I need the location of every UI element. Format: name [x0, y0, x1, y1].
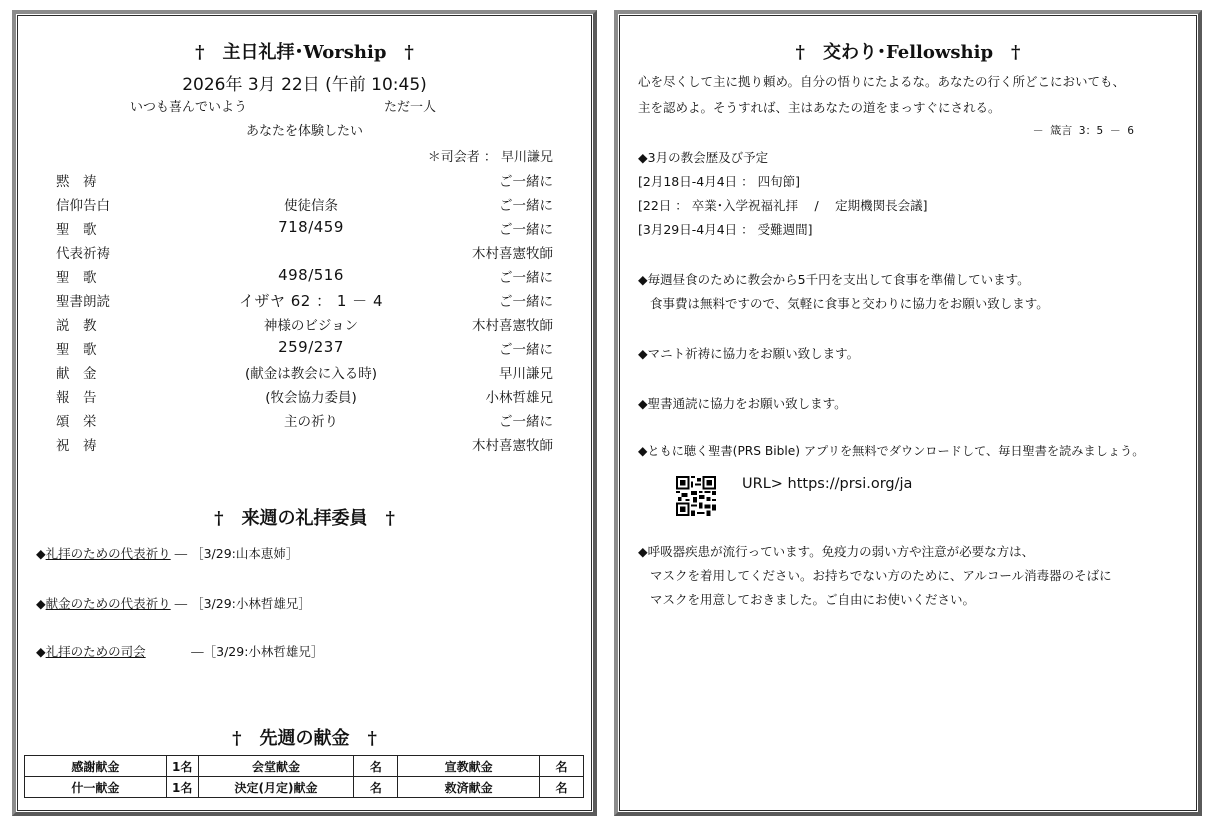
service-person: ご一緒に — [499, 174, 553, 190]
offering-cell: 名 — [540, 777, 584, 798]
hymn-b: ただ一人 — [384, 100, 437, 115]
verse-line: 心を尽くして主に拠り頼め。自分の悟りにたよるな。あなたの行く所どこにおいても、 — [638, 74, 1126, 89]
service-row — [16, 386, 593, 410]
offering-cell: 名 — [354, 777, 398, 798]
service-row — [16, 170, 593, 194]
committee-item: ◆礼拝のための代表祈り ― ［3/29:山本恵姉］ — [36, 546, 299, 561]
service-label: 説 教 — [56, 318, 97, 334]
service-row — [16, 194, 593, 218]
offering-cell: 決定(月定)献金 — [198, 777, 354, 798]
worship-title: † 主日礼拝･Worship † — [195, 42, 414, 63]
table-row — [25, 756, 584, 777]
service-detail: (牧会協力委員) — [265, 390, 357, 406]
service-row — [16, 290, 593, 314]
service-person: ご一緒に — [499, 294, 553, 310]
committee-item: ◆献金のための代表祈り ― ［3/29:小林哲雄兄］ — [36, 596, 311, 611]
service-detail: イザヤ 62 ： 1 － 4 — [238, 292, 383, 310]
lunch-notice: ◆毎週昼食のために教会から5千円を支出して食事を準備しています。 — [638, 272, 1030, 287]
service-label: 聖書朗読 — [56, 294, 110, 310]
service-label: 報 告 — [56, 390, 97, 406]
lunch-notice-detail: 食事費は無料ですので、気軽に食事と交わりに協力をお願い致します。 — [650, 296, 1049, 311]
service-label: 頌 栄 — [56, 414, 97, 430]
hymn-a: いつも喜んでいよう — [130, 100, 248, 115]
service-person: 早川謙兄 — [499, 366, 553, 382]
service-detail: (献金は教会に入る時) — [244, 366, 378, 382]
qr-code-icon[interactable] — [676, 476, 716, 516]
committee-role: 礼拝のための司会 — [45, 644, 146, 659]
app-notice: ◆ともに聴く聖書(PRS Bible) アプリを無料でダウンロードして、毎日聖書を読みましょう。 — [638, 444, 1145, 458]
service-label: 黙 祷 — [56, 174, 97, 190]
committee-person: ［3/29:小林哲雄兄］ — [191, 596, 311, 611]
offering-cell: 什一献金 — [25, 777, 167, 798]
committee-title: † 来週の礼拝委員 † — [214, 508, 395, 529]
service-label: 献 金 — [56, 366, 97, 382]
offering-cell: 宣教献金 — [398, 756, 540, 777]
service-person: ご一緒に — [499, 342, 553, 358]
schedule-item: [3月29日-4月4日 ： 受難週間] — [638, 222, 813, 237]
fellowship-page — [614, 10, 1202, 816]
service-detail: 神様のビジョン — [263, 318, 359, 334]
health-notice-detail: マスクを着用してください。お持ちでない方のために、アルコール消毒器のそばに — [650, 568, 1112, 583]
offering-cell: 会堂献金 — [198, 756, 354, 777]
offering-cell: 1名 — [166, 777, 198, 798]
service-person: ご一緒に — [499, 270, 553, 286]
health-notice-detail: マスクを用意しておきました。ご自由にお使いください。 — [650, 592, 976, 607]
committee-item: ◆礼拝のための司会 ―［3/29:小林哲雄兄］ — [36, 644, 324, 659]
service-label: 聖 歌 — [56, 342, 97, 358]
service-row — [16, 242, 593, 266]
committee-role: 礼拝のための代表祈り — [45, 546, 171, 561]
service-label: 聖 歌 — [56, 270, 97, 286]
service-row — [16, 338, 593, 362]
committee-person: ［3/29:小林哲雄兄］ — [203, 644, 324, 659]
service-person: ご一緒に — [499, 222, 553, 238]
offering-cell: 名 — [354, 756, 398, 777]
table-row — [25, 777, 584, 798]
service-person: ご一緒に — [499, 414, 553, 430]
prayer-notice: ◆マニト祈祷に協力をお願い致します。 — [638, 346, 860, 361]
service-row — [16, 362, 593, 386]
service-label: 代表祈祷 — [56, 246, 110, 262]
service-label: 信仰告白 — [56, 198, 110, 214]
service-label: 聖 歌 — [56, 222, 97, 238]
service-person: 木村喜憲牧師 — [472, 318, 553, 334]
service-detail: 使徒信条 — [284, 198, 338, 214]
schedule-item: [2月18日-4月4日 ： 四旬節] — [638, 174, 800, 189]
offering-cell: 救済献金 — [398, 777, 540, 798]
verse-line: 主を認めよ。そうすれば、主はあなたの道をまっすぐにされる。 — [638, 100, 1001, 115]
worship-page — [12, 10, 597, 816]
health-notice: ◆呼吸器疾患が流行っています。免疫力の弱い方や注意が必要な方は、 — [638, 544, 1035, 559]
host: ＊司会者 ： 早川謙兄 — [427, 150, 553, 165]
service-person: 木村喜憲牧師 — [472, 438, 553, 454]
service-label: 祝 祷 — [56, 438, 97, 454]
fellowship-title: † 交わり･Fellowship † — [795, 42, 1021, 63]
offering-cell: 1名 — [166, 756, 198, 777]
service-row — [16, 314, 593, 338]
service-detail: 主の祈り — [284, 414, 338, 430]
service-detail: 498/516 — [278, 266, 344, 284]
service-row — [16, 266, 593, 290]
service-person: 小林哲雄兄 — [485, 390, 553, 406]
service-detail: 259/237 — [278, 338, 344, 356]
hymn-c: あなたを体験したい — [245, 124, 363, 139]
schedule-item: [22日 ： 卒業･入学祝福礼拝 / 定期機関長会議] — [638, 198, 928, 213]
service-person: ご一緒に — [499, 198, 553, 214]
service-row — [16, 434, 593, 458]
worship-date: 2026年 3月 22日 (午前 10:45) — [182, 75, 427, 95]
app-url[interactable]: URL> https://prsi.org/ja — [742, 476, 913, 492]
offering-title: † 先週の献金 † — [232, 728, 377, 749]
committee-role: 献金のための代表祈り — [45, 596, 171, 611]
verse-reference: － 箴言 3：5 － 6 — [1032, 124, 1134, 137]
offering-cell: 感謝献金 — [25, 756, 167, 777]
service-person: 木村喜憲牧師 — [472, 246, 553, 262]
offering-cell: 名 — [540, 756, 584, 777]
schedule-heading: ◆3月の教会歴及び予定 — [638, 150, 769, 165]
offering-table — [24, 755, 584, 798]
bible-notice: ◆聖書通読に協力をお願い致します。 — [638, 396, 847, 411]
service-row — [16, 218, 593, 242]
committee-person: ［3/29:山本恵姉］ — [191, 546, 299, 561]
service-row — [16, 410, 593, 434]
service-detail: 718/459 — [278, 218, 344, 236]
